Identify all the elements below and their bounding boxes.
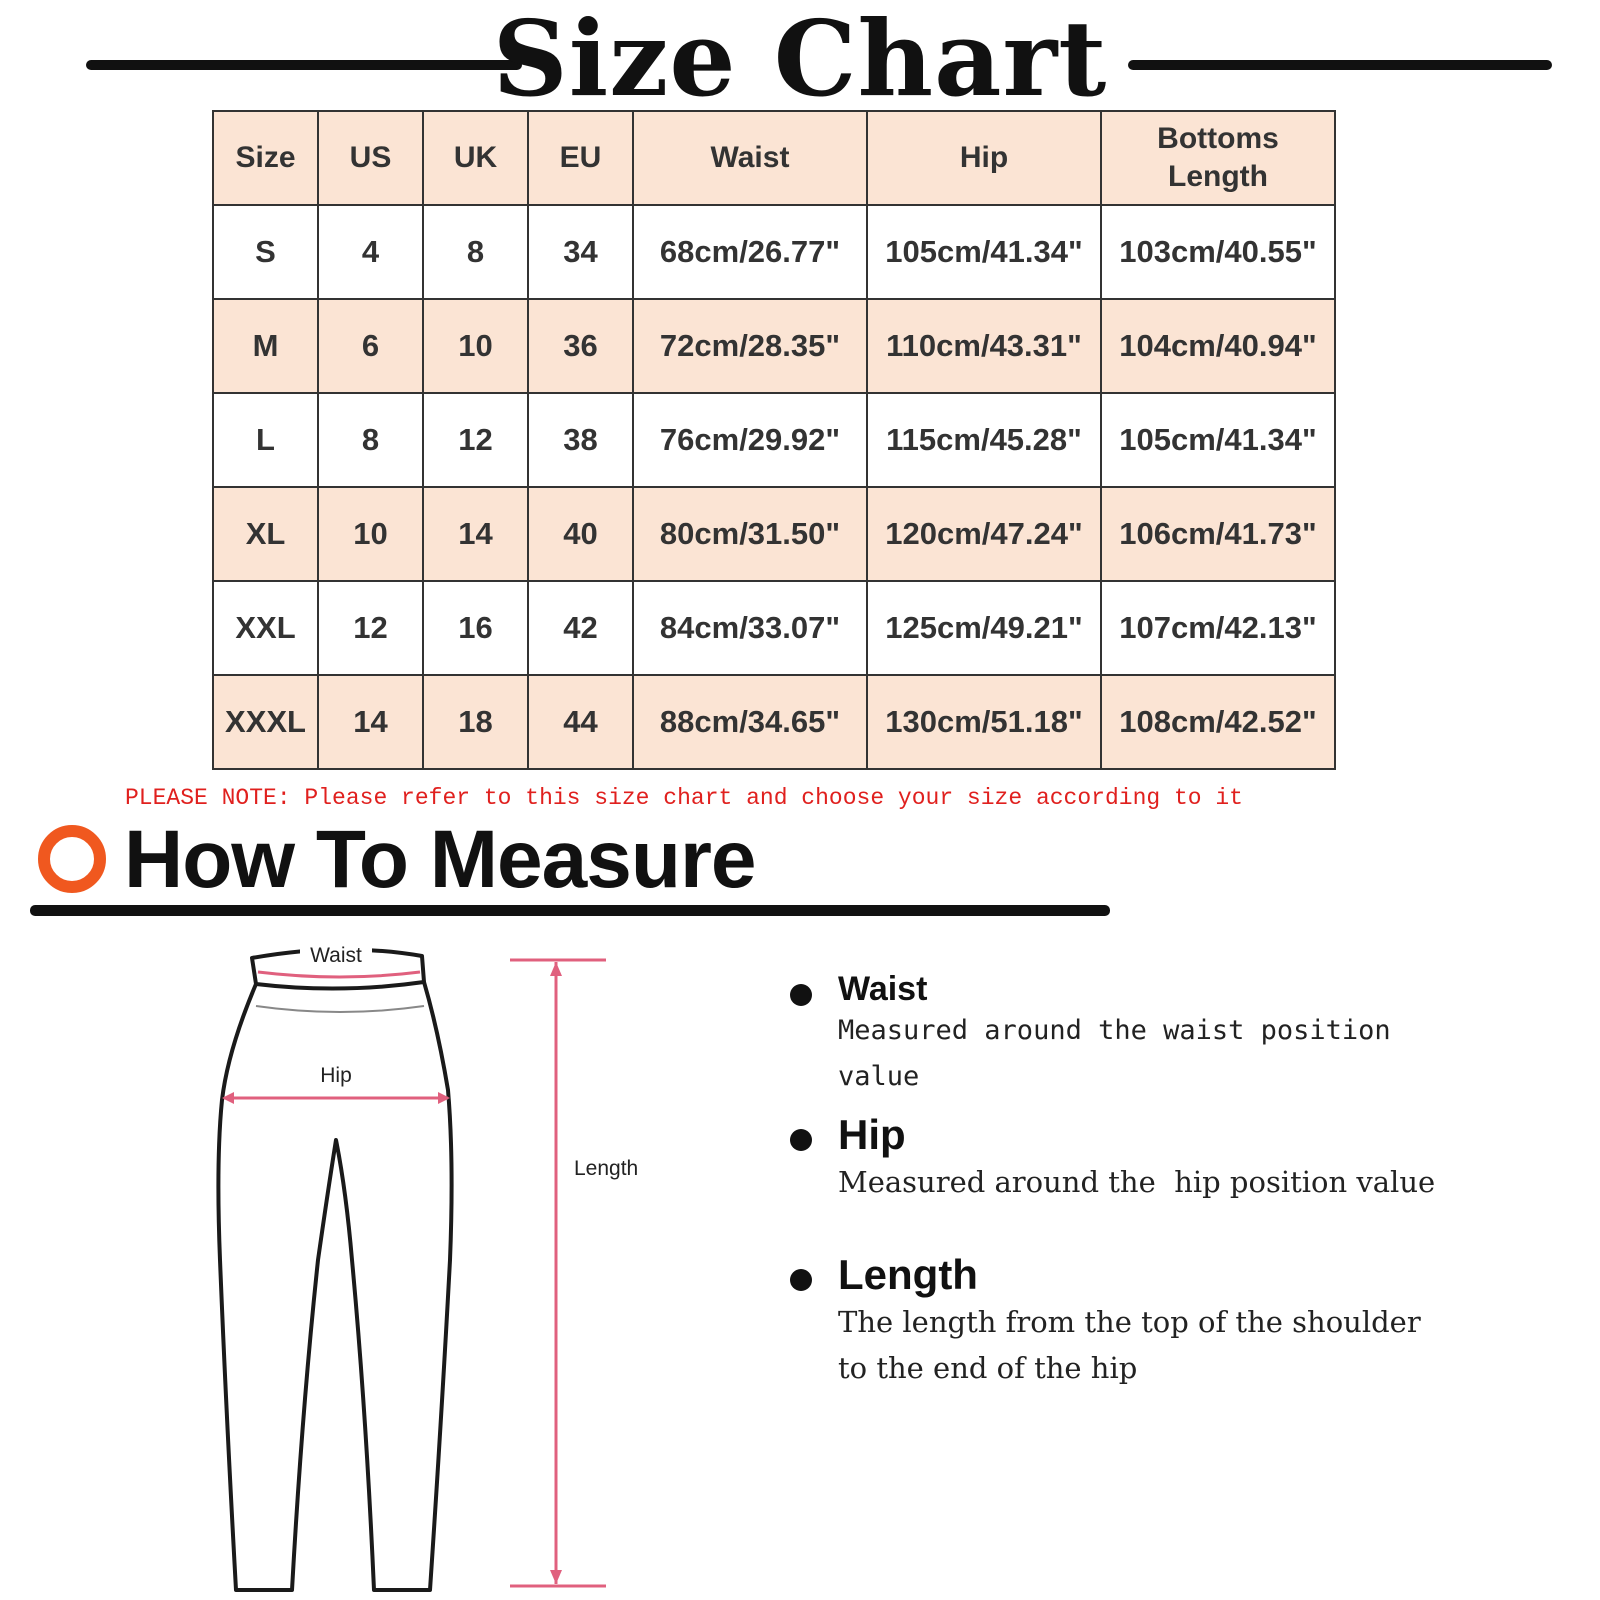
header-eu: EU bbox=[528, 111, 633, 205]
table-row bbox=[213, 581, 1335, 675]
cell-hip: 115cm/45.28" bbox=[867, 393, 1101, 487]
table-row bbox=[213, 393, 1335, 487]
diagram-waist-label: Waist bbox=[310, 944, 362, 967]
cell-eu: 38 bbox=[528, 393, 633, 487]
title-rule-right bbox=[1128, 60, 1552, 70]
cell-waist: 80cm/31.50" bbox=[633, 487, 867, 581]
cell-uk: 16 bbox=[423, 581, 528, 675]
measure-item-desc: Measured around the waist position value bbox=[838, 1015, 1391, 1092]
page-title: Size Chart bbox=[492, 0, 1108, 120]
cell-bottoms-length: 104cm/40.94" bbox=[1101, 299, 1335, 393]
cell-waist: 84cm/33.07" bbox=[633, 581, 867, 675]
cell-uk: 10 bbox=[423, 299, 528, 393]
cell-eu: 36 bbox=[528, 299, 633, 393]
cell-size: S bbox=[213, 205, 318, 299]
cell-us: 10 bbox=[318, 487, 423, 581]
cell-eu: 42 bbox=[528, 581, 633, 675]
cell-bottoms-length: 108cm/42.52" bbox=[1101, 675, 1335, 769]
table-header-row bbox=[213, 111, 1335, 205]
diagram-hip-label: Hip bbox=[320, 1064, 352, 1087]
cell-eu: 40 bbox=[528, 487, 633, 581]
size-table bbox=[212, 110, 1336, 770]
cell-size: XL bbox=[213, 487, 318, 581]
cell-us: 8 bbox=[318, 393, 423, 487]
header-us: US bbox=[318, 111, 423, 205]
header-hip: Hip bbox=[867, 111, 1101, 205]
size-note: PLEASE NOTE: Please refer to this size chart and choose your size according to it bbox=[125, 785, 1243, 811]
cell-eu: 34 bbox=[528, 205, 633, 299]
bullet-icon bbox=[790, 1129, 812, 1151]
waistband-lower-line bbox=[256, 1006, 424, 1012]
cell-size: XXXL bbox=[213, 675, 318, 769]
cell-eu: 44 bbox=[528, 675, 633, 769]
waist-measure-line bbox=[258, 972, 420, 977]
cell-hip: 130cm/51.18" bbox=[867, 675, 1101, 769]
cell-bottoms-length: 107cm/42.13" bbox=[1101, 581, 1335, 675]
measure-item-desc: Measured around the hip position value bbox=[838, 1165, 1436, 1199]
table-row bbox=[213, 487, 1335, 581]
cell-uk: 12 bbox=[423, 393, 528, 487]
cell-us: 14 bbox=[318, 675, 423, 769]
measure-rule bbox=[30, 905, 1110, 916]
cell-hip: 105cm/41.34" bbox=[867, 205, 1101, 299]
orange-ring-icon bbox=[38, 825, 106, 893]
cell-bottoms-length: 106cm/41.73" bbox=[1101, 487, 1335, 581]
measure-item-desc: The length from the top of the shoulder to the end of the hip bbox=[838, 1305, 1421, 1385]
cell-bottoms-length: 105cm/41.34" bbox=[1101, 393, 1335, 487]
cell-waist: 76cm/29.92" bbox=[633, 393, 867, 487]
measure-item-title: Hip bbox=[838, 1111, 906, 1158]
cell-uk: 18 bbox=[423, 675, 528, 769]
length-arrow-top-icon bbox=[550, 962, 562, 976]
cell-waist: 88cm/34.65" bbox=[633, 675, 867, 769]
cell-hip: 110cm/43.31" bbox=[867, 299, 1101, 393]
cell-uk: 14 bbox=[423, 487, 528, 581]
table-row bbox=[213, 675, 1335, 769]
cell-size: M bbox=[213, 299, 318, 393]
cell-us: 4 bbox=[318, 205, 423, 299]
header-uk: UK bbox=[423, 111, 528, 205]
cell-us: 6 bbox=[318, 299, 423, 393]
header-bottoms-length bbox=[1101, 111, 1335, 205]
cell-waist: 72cm/28.35" bbox=[633, 299, 867, 393]
table-row bbox=[213, 299, 1335, 393]
cell-size: XXL bbox=[213, 581, 318, 675]
cell-waist: 68cm/26.77" bbox=[633, 205, 867, 299]
pants-diagram bbox=[0, 930, 700, 1600]
bullet-icon bbox=[790, 984, 812, 1006]
cell-bottoms-length: 103cm/40.55" bbox=[1101, 205, 1335, 299]
cell-size: L bbox=[213, 393, 318, 487]
cell-hip: 125cm/49.21" bbox=[867, 581, 1101, 675]
header-waist: Waist bbox=[633, 111, 867, 205]
header-size: Size bbox=[213, 111, 318, 205]
cell-hip: 120cm/47.24" bbox=[867, 487, 1101, 581]
cell-us: 12 bbox=[318, 581, 423, 675]
table-row bbox=[213, 205, 1335, 299]
table-body bbox=[213, 205, 1335, 769]
header-bottoms-length-text: Bottoms Length bbox=[1157, 122, 1279, 193]
measure-item-title: Length bbox=[838, 1251, 978, 1298]
diagram-length-label: Length bbox=[574, 1157, 639, 1180]
length-arrow-bottom-icon bbox=[550, 1570, 562, 1584]
measure-item-title: Waist bbox=[838, 970, 928, 1008]
how-to-measure-heading: How To Measure bbox=[124, 814, 756, 905]
bullet-icon bbox=[790, 1269, 812, 1291]
cell-uk: 8 bbox=[423, 205, 528, 299]
